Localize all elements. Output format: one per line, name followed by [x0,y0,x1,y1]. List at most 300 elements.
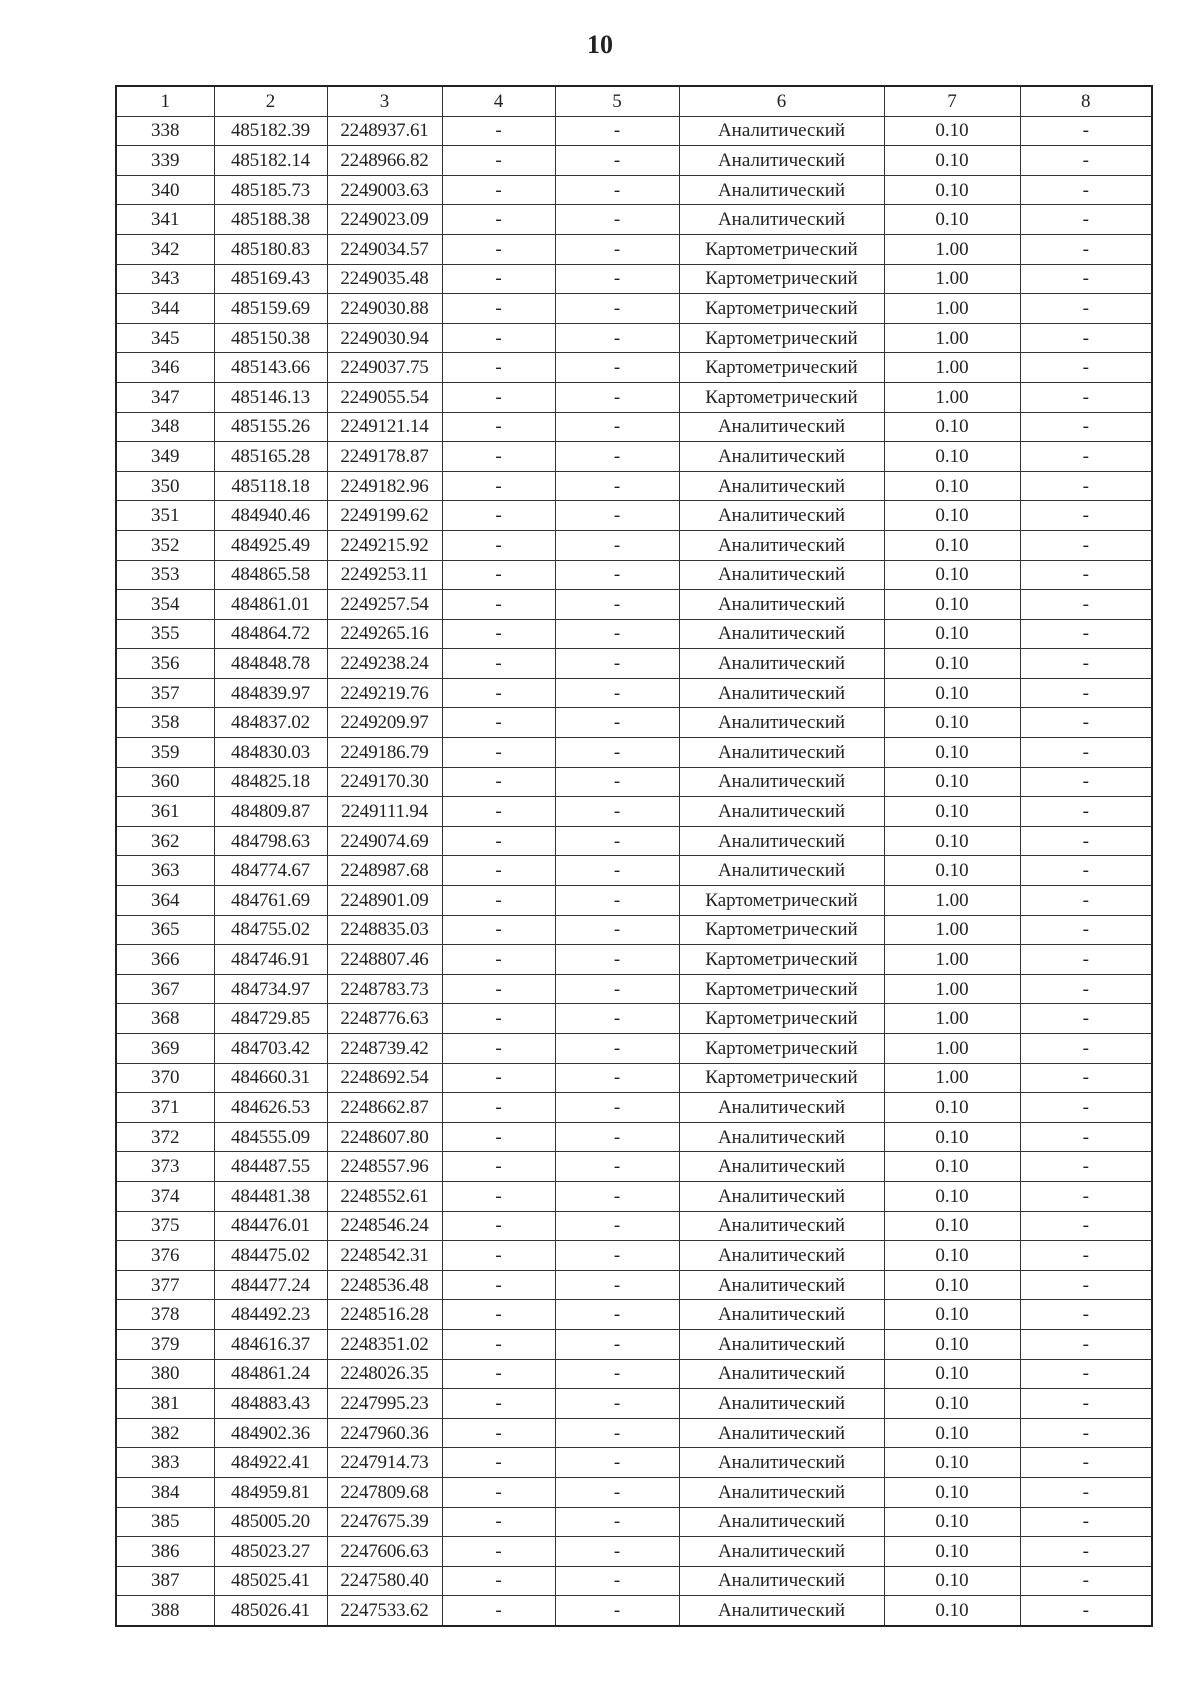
table-cell-col-7: 0.10 [884,175,1020,205]
table-cell-col-8: - [1020,1004,1152,1034]
table-row [116,1477,1152,1507]
column-header-5: 5 [555,86,679,116]
table-cell-col-5: - [555,1152,679,1182]
table-cell-col-1: 386 [116,1537,214,1567]
table-row [116,1093,1152,1123]
table-cell-col-6: Аналитический [679,619,884,649]
table-cell-col-5: - [555,1211,679,1241]
table-cell-col-1: 356 [116,649,214,679]
table-cell-col-2: 484774.67 [214,856,327,886]
table-cell-col-2: 484477.24 [214,1270,327,1300]
table-cell-col-5: - [555,530,679,560]
table-row [116,649,1152,679]
table-cell-col-3: 2249219.76 [327,678,442,708]
table-cell-col-2: 485025.41 [214,1566,327,1596]
table-cell-col-1: 351 [116,501,214,531]
table-cell-col-6: Аналитический [679,1477,884,1507]
table-cell-col-6: Аналитический [679,1507,884,1537]
table-cell-col-7: 0.10 [884,1241,1020,1271]
table-cell-col-1: 367 [116,974,214,1004]
table-cell-col-3: 2249055.54 [327,382,442,412]
table-cell-col-1: 383 [116,1448,214,1478]
table-row [116,1389,1152,1419]
table-cell-col-2: 484902.36 [214,1418,327,1448]
table-cell-col-4: - [442,116,555,146]
column-header-3: 3 [327,86,442,116]
table-cell-col-7: 0.10 [884,1448,1020,1478]
table-cell-col-2: 484848.78 [214,649,327,679]
table-cell-col-6: Аналитический [679,1389,884,1419]
table-cell-col-7: 0.10 [884,471,1020,501]
table-cell-col-3: 2248835.03 [327,915,442,945]
table-cell-col-6: Аналитический [679,116,884,146]
table-cell-col-5: - [555,1063,679,1093]
table-cell-col-4: - [442,678,555,708]
table-cell-col-6: Аналитический [679,649,884,679]
table-cell-col-6: Аналитический [679,1181,884,1211]
table-cell-col-4: - [442,649,555,679]
table-cell-col-5: - [555,323,679,353]
table-row [116,1596,1152,1626]
table-cell-col-8: - [1020,1418,1152,1448]
table-cell-col-7: 0.10 [884,1122,1020,1152]
table-row [116,1034,1152,1064]
table-cell-col-5: - [555,353,679,383]
table-cell-col-5: - [555,1034,679,1064]
table-cell-col-6: Аналитический [679,1566,884,1596]
table-cell-col-1: 366 [116,945,214,975]
table-cell-col-7: 0.10 [884,1152,1020,1182]
table-row [116,1152,1152,1182]
table-row [116,234,1152,264]
table-cell-col-5: - [555,708,679,738]
table-cell-col-8: - [1020,501,1152,531]
table-cell-col-4: - [442,826,555,856]
table-row [116,412,1152,442]
table-row [116,856,1152,886]
table-cell-col-1: 347 [116,382,214,412]
table-row [116,1566,1152,1596]
table-cell-col-4: - [442,205,555,235]
table-cell-col-6: Картометрический [679,323,884,353]
table-cell-col-2: 485146.13 [214,382,327,412]
table-cell-col-2: 484626.53 [214,1093,327,1123]
table-cell-col-5: - [555,767,679,797]
table-cell-col-6: Картометрический [679,1063,884,1093]
table-cell-col-8: - [1020,234,1152,264]
table-cell-col-2: 484487.55 [214,1152,327,1182]
table-cell-col-3: 2248546.24 [327,1211,442,1241]
table-cell-col-8: - [1020,471,1152,501]
table-row [116,116,1152,146]
table-cell-col-6: Аналитический [679,1241,884,1271]
table-row [116,264,1152,294]
table-cell-col-5: - [555,1181,679,1211]
table-cell-col-6: Картометрический [679,294,884,324]
table-cell-col-8: - [1020,619,1152,649]
table-cell-col-6: Картометрический [679,264,884,294]
table-cell-col-8: - [1020,560,1152,590]
table-cell-col-8: - [1020,738,1152,768]
table-cell-col-5: - [555,1270,679,1300]
table-cell-col-7: 0.10 [884,1596,1020,1626]
table-cell-col-4: - [442,1034,555,1064]
table-cell-col-7: 0.10 [884,708,1020,738]
table-row [116,678,1152,708]
table-cell-col-2: 484861.01 [214,590,327,620]
column-header-1: 1 [116,86,214,116]
table-cell-col-3: 2249199.62 [327,501,442,531]
table-cell-col-6: Аналитический [679,442,884,472]
table-cell-col-5: - [555,1537,679,1567]
table-cell-col-1: 342 [116,234,214,264]
table-cell-col-2: 485023.27 [214,1537,327,1567]
column-header-8: 8 [1020,86,1152,116]
table-cell-col-8: - [1020,1152,1152,1182]
table-row [116,1448,1152,1478]
table-cell-col-6: Аналитический [679,146,884,176]
table-cell-col-1: 362 [116,826,214,856]
table-cell-col-7: 0.10 [884,797,1020,827]
table-cell-col-4: - [442,1211,555,1241]
table-row [116,471,1152,501]
table-cell-col-7: 0.10 [884,1477,1020,1507]
table-cell-col-1: 343 [116,264,214,294]
table-cell-col-2: 484755.02 [214,915,327,945]
table-cell-col-6: Аналитический [679,1270,884,1300]
table-cell-col-3: 2249030.94 [327,323,442,353]
table-cell-col-2: 485155.26 [214,412,327,442]
table-cell-col-3: 2247675.39 [327,1507,442,1537]
table-row [116,1300,1152,1330]
table-cell-col-2: 484925.49 [214,530,327,560]
table-cell-col-1: 339 [116,146,214,176]
table-cell-col-1: 345 [116,323,214,353]
table-cell-col-1: 349 [116,442,214,472]
header-row [116,86,1152,116]
table-cell-col-8: - [1020,678,1152,708]
table-cell-col-2: 484492.23 [214,1300,327,1330]
table-cell-col-6: Аналитический [679,412,884,442]
table-cell-col-7: 1.00 [884,323,1020,353]
table-cell-col-4: - [442,353,555,383]
table-cell-col-2: 484703.42 [214,1034,327,1064]
table-cell-col-3: 2249037.75 [327,353,442,383]
table-cell-col-2: 485005.20 [214,1507,327,1537]
table-cell-col-4: - [442,1359,555,1389]
table-cell-col-1: 359 [116,738,214,768]
table-cell-col-3: 2249253.11 [327,560,442,590]
table-cell-col-1: 365 [116,915,214,945]
table-cell-col-1: 370 [116,1063,214,1093]
table-cell-col-6: Аналитический [679,1152,884,1182]
table-cell-col-4: - [442,530,555,560]
table-cell-col-4: - [442,1329,555,1359]
table-cell-col-8: - [1020,116,1152,146]
table-cell-col-3: 2248776.63 [327,1004,442,1034]
table-cell-col-8: - [1020,1034,1152,1064]
table-cell-col-7: 1.00 [884,886,1020,916]
table-cell-col-2: 485182.39 [214,116,327,146]
table-cell-col-6: Аналитический [679,205,884,235]
table-cell-col-7: 0.10 [884,678,1020,708]
table-cell-col-1: 354 [116,590,214,620]
table-cell-col-7: 1.00 [884,945,1020,975]
table-cell-col-4: - [442,945,555,975]
table-cell-col-1: 360 [116,767,214,797]
table-row [116,767,1152,797]
table-cell-col-3: 2248901.09 [327,886,442,916]
table-cell-col-4: - [442,1537,555,1567]
table-row [116,1418,1152,1448]
table-cell-col-8: - [1020,1389,1152,1419]
table-cell-col-3: 2249034.57 [327,234,442,264]
table-cell-col-8: - [1020,146,1152,176]
table-cell-col-2: 484837.02 [214,708,327,738]
table-cell-col-1: 388 [116,1596,214,1626]
table-cell-col-5: - [555,1241,679,1271]
column-header-7: 7 [884,86,1020,116]
table-cell-col-2: 485118.18 [214,471,327,501]
table-row [116,1181,1152,1211]
table-row [116,708,1152,738]
table-cell-col-7: 0.10 [884,649,1020,679]
table-cell-col-2: 484734.97 [214,974,327,1004]
table-cell-col-5: - [555,590,679,620]
table-cell-col-8: - [1020,1270,1152,1300]
table-cell-col-6: Аналитический [679,678,884,708]
table-cell-col-6: Аналитический [679,501,884,531]
table-cell-col-4: - [442,1300,555,1330]
table-cell-col-6: Картометрический [679,382,884,412]
table-row [116,974,1152,1004]
table-cell-col-3: 2248692.54 [327,1063,442,1093]
table-cell-col-1: 384 [116,1477,214,1507]
table-cell-col-3: 2248739.42 [327,1034,442,1064]
table-cell-col-8: - [1020,205,1152,235]
table-cell-col-7: 0.10 [884,116,1020,146]
table-cell-col-5: - [555,501,679,531]
table-cell-col-1: 374 [116,1181,214,1211]
table-cell-col-2: 485182.14 [214,146,327,176]
table-cell-col-1: 377 [116,1270,214,1300]
table-cell-col-1: 378 [116,1300,214,1330]
table-cell-col-8: - [1020,886,1152,916]
table-cell-col-7: 1.00 [884,382,1020,412]
table-cell-col-1: 358 [116,708,214,738]
table-cell-col-3: 2249209.97 [327,708,442,738]
table-cell-col-4: - [442,974,555,1004]
table-cell-col-1: 385 [116,1507,214,1537]
table-cell-col-5: - [555,234,679,264]
table-cell-col-8: - [1020,530,1152,560]
table-cell-col-4: - [442,1389,555,1419]
table-cell-col-3: 2248807.46 [327,945,442,975]
table-row [116,1507,1152,1537]
table-cell-col-2: 485169.43 [214,264,327,294]
table-cell-col-4: - [442,501,555,531]
table-cell-col-7: 1.00 [884,974,1020,1004]
table-row [116,1004,1152,1034]
table-cell-col-7: 0.10 [884,1300,1020,1330]
table-cell-col-8: - [1020,974,1152,1004]
table-cell-col-3: 2249170.30 [327,767,442,797]
table-row [116,1270,1152,1300]
table-cell-col-3: 2249215.92 [327,530,442,560]
table-cell-col-1: 372 [116,1122,214,1152]
table-cell-col-4: - [442,294,555,324]
table-cell-col-3: 2249035.48 [327,264,442,294]
table-cell-col-7: 0.10 [884,530,1020,560]
table-cell-col-6: Аналитический [679,767,884,797]
table-cell-col-1: 371 [116,1093,214,1123]
table-cell-col-4: - [442,1596,555,1626]
table-row [116,294,1152,324]
table-cell-col-7: 1.00 [884,1004,1020,1034]
table-cell-col-7: 0.10 [884,738,1020,768]
table-cell-col-4: - [442,915,555,945]
table-cell-col-6: Картометрический [679,1004,884,1034]
table-cell-col-5: - [555,738,679,768]
table-row [116,1211,1152,1241]
table-cell-col-6: Аналитический [679,1300,884,1330]
table-cell-col-2: 485159.69 [214,294,327,324]
table-cell-col-7: 0.10 [884,1270,1020,1300]
table-cell-col-4: - [442,708,555,738]
table-cell-col-3: 2249030.88 [327,294,442,324]
table-cell-col-8: - [1020,1063,1152,1093]
table-cell-col-5: - [555,1329,679,1359]
table-row [116,915,1152,945]
table-cell-col-2: 484729.85 [214,1004,327,1034]
table-cell-col-4: - [442,1566,555,1596]
table-cell-col-1: 375 [116,1211,214,1241]
table-cell-col-8: - [1020,1329,1152,1359]
column-header-2: 2 [214,86,327,116]
table-cell-col-6: Аналитический [679,738,884,768]
table-cell-col-5: - [555,1389,679,1419]
table-cell-col-8: - [1020,767,1152,797]
table-cell-col-2: 484616.37 [214,1329,327,1359]
table-cell-col-1: 338 [116,116,214,146]
table-cell-col-2: 484861.24 [214,1359,327,1389]
table-row [116,1537,1152,1567]
table-cell-col-1: 361 [116,797,214,827]
table-cell-col-3: 2249257.54 [327,590,442,620]
table-cell-col-8: - [1020,797,1152,827]
table-cell-col-1: 344 [116,294,214,324]
table-row [116,1063,1152,1093]
table-cell-col-6: Аналитический [679,175,884,205]
table-cell-col-4: - [442,1241,555,1271]
table-cell-col-7: 0.10 [884,442,1020,472]
table-cell-col-7: 0.10 [884,856,1020,886]
table-cell-col-6: Аналитический [679,1596,884,1626]
table-cell-col-4: - [442,797,555,827]
table-cell-col-4: - [442,146,555,176]
table-cell-col-6: Картометрический [679,886,884,916]
table-cell-col-1: 369 [116,1034,214,1064]
table-cell-col-7: 0.10 [884,619,1020,649]
table-cell-col-3: 2248542.31 [327,1241,442,1271]
table-cell-col-1: 382 [116,1418,214,1448]
table-row [116,146,1152,176]
table-cell-col-1: 352 [116,530,214,560]
table-cell-col-3: 2249238.24 [327,649,442,679]
table-cell-col-1: 373 [116,1152,214,1182]
table-cell-col-1: 340 [116,175,214,205]
table-cell-col-7: 0.10 [884,590,1020,620]
table-cell-col-4: - [442,767,555,797]
table-cell-col-8: - [1020,1122,1152,1152]
table-row [116,205,1152,235]
table-cell-col-2: 484940.46 [214,501,327,531]
table-row [116,826,1152,856]
table-cell-col-7: 1.00 [884,353,1020,383]
table-cell-col-3: 2249178.87 [327,442,442,472]
table-cell-col-8: - [1020,442,1152,472]
table-cell-col-5: - [555,886,679,916]
table-cell-col-8: - [1020,945,1152,975]
table-row [116,382,1152,412]
table-cell-col-1: 357 [116,678,214,708]
table-cell-col-5: - [555,1507,679,1537]
table-cell-col-4: - [442,560,555,590]
table-cell-col-5: - [555,146,679,176]
table-cell-col-8: - [1020,323,1152,353]
table-cell-col-4: - [442,1004,555,1034]
table-cell-col-3: 2249023.09 [327,205,442,235]
table-cell-col-7: 0.10 [884,205,1020,235]
table-cell-col-8: - [1020,1477,1152,1507]
table-row [116,886,1152,916]
table-cell-col-6: Картометрический [679,353,884,383]
table-cell-col-3: 2249074.69 [327,826,442,856]
table-cell-col-5: - [555,678,679,708]
table-cell-col-7: 1.00 [884,234,1020,264]
table-cell-col-7: 0.10 [884,826,1020,856]
table-cell-col-7: 0.10 [884,560,1020,590]
table-cell-col-4: - [442,886,555,916]
table-cell-col-8: - [1020,1241,1152,1271]
table-cell-col-8: - [1020,412,1152,442]
table-cell-col-4: - [442,1181,555,1211]
table-cell-col-3: 2248607.80 [327,1122,442,1152]
table-cell-col-1: 353 [116,560,214,590]
table-cell-col-4: - [442,1418,555,1448]
table-cell-col-4: - [442,175,555,205]
table-cell-col-6: Аналитический [679,560,884,590]
page-number: 10 [587,30,613,59]
table-row [116,1359,1152,1389]
table-cell-col-2: 484864.72 [214,619,327,649]
table-cell-col-8: - [1020,1507,1152,1537]
table-cell-col-5: - [555,915,679,945]
table-cell-col-6: Аналитический [679,1122,884,1152]
table-row [116,1241,1152,1271]
table-cell-col-6: Аналитический [679,708,884,738]
table-cell-col-2: 484476.01 [214,1211,327,1241]
table-cell-col-5: - [555,826,679,856]
table-cell-col-1: 355 [116,619,214,649]
table-cell-col-7: 0.10 [884,1537,1020,1567]
table-cell-col-8: - [1020,915,1152,945]
table-cell-col-5: - [555,856,679,886]
table-cell-col-2: 485150.38 [214,323,327,353]
table-cell-col-5: - [555,116,679,146]
table-row [116,530,1152,560]
table-cell-col-6: Аналитический [679,1359,884,1389]
